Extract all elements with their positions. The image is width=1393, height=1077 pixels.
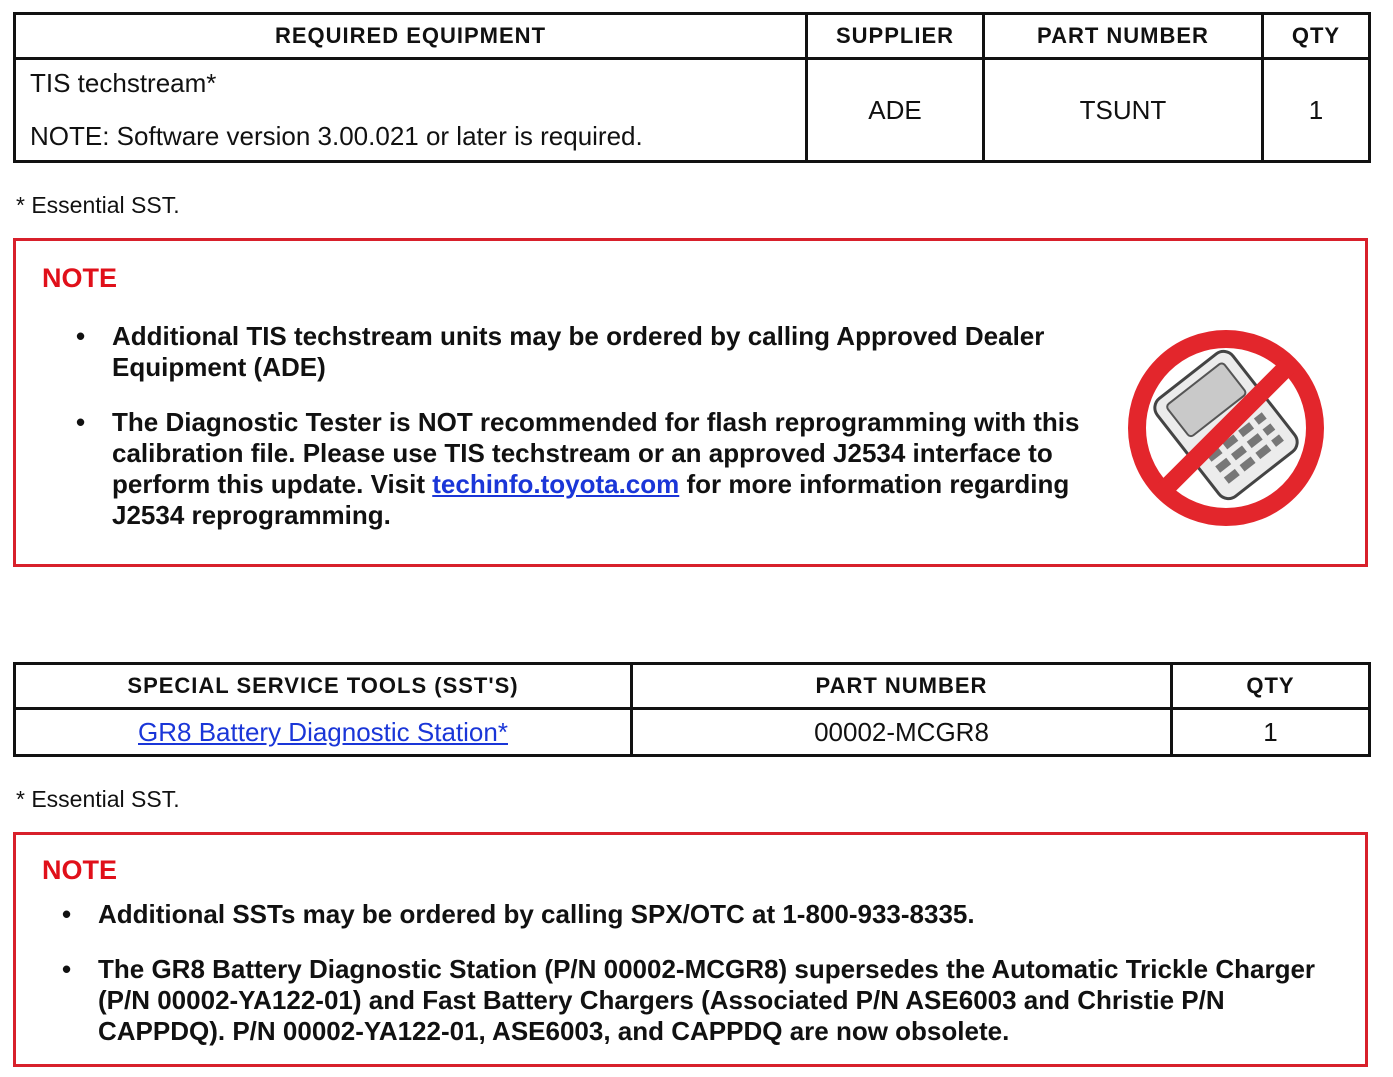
qty-cell: 1 [1172,709,1370,756]
techinfo-link[interactable]: techinfo.toyota.com [432,469,680,499]
equipment-name: TIS techstream* [30,68,217,98]
bullet-dot: • [62,899,72,929]
note-bullet-list [76,321,1102,531]
list-item [62,954,1338,1047]
header-part-number: PART NUMBER [632,664,1172,709]
qty-cell: 1 [1263,59,1370,162]
list-item [62,899,1338,930]
header-special-service-tools: SPECIAL SERVICE TOOLS (SST'S) [15,664,632,709]
required-equipment-table [13,12,1371,163]
essential-sst-footnote: * Essential SST. [16,192,180,218]
table-header-row [15,664,1370,709]
equipment-note: NOTE: Software version 3.00.021 or later is required. [30,121,643,151]
header-qty: QTY [1172,664,1370,709]
bullet-text: Additional TIS techstream units may be ordered by calling Approved Dealer Equipment (ADE) [112,321,1045,382]
note-bullet-list [62,899,1338,1047]
bullet-dot: • [76,407,86,437]
header-qty: QTY [1263,14,1370,59]
bullet-dot: • [76,321,86,351]
table-row [15,59,1370,162]
table-row [15,709,1370,756]
header-required-equipment: REQUIRED EQUIPMENT [15,14,807,59]
equipment-cell [15,59,807,162]
list-item [76,407,1102,531]
supplier-cell: ADE [807,59,984,162]
list-item [76,321,1102,383]
essential-sst-footnote: * Essential SST. [16,786,180,812]
bullet-text-after-link: for more information regarding J2534 reprogramming. [112,469,1070,530]
note-title: NOTE [42,855,118,885]
bullet-text: The GR8 Battery Diagnostic Station (P/N 00002-MCGR8) supersedes the Automatic Trickle Charger (P/N 00002-YA122-01) and Fast Battery Chargers (Associated P/N ASE6003 and Christie P/N CAPPDQ). P/N 00002-YA122-01, ASE6003, and CAPPDQ are now obsolete. [98,954,1316,1046]
part-number-cell: TSUNT [984,59,1263,162]
bullet-dot: • [62,954,72,984]
bullet-text: Additional SSTs may be ordered by calling SPX/OTC at 1-800-933-8335. [98,899,975,929]
no-diagnostic-tester-icon [1116,325,1336,531]
part-number-cell: 00002-MCGR8 [632,709,1172,756]
header-part-number: PART NUMBER [984,14,1263,59]
note-box-sst [13,832,1368,1067]
tool-cell [15,709,632,756]
table-header-row [15,14,1370,59]
header-supplier: SUPPLIER [807,14,984,59]
gr8-battery-station-link[interactable]: GR8 Battery Diagnostic Station* [138,716,508,747]
bullet-text-before-link: The Diagnostic Tester is NOT recommended for flash reprogramming with this calibration file. Please use TIS techstream or an approved J2534 interface to perform this update. Visit [112,407,1080,499]
note-title: NOTE [42,263,118,293]
note-box-techstream [13,238,1368,567]
special-service-tools-table [13,662,1371,757]
